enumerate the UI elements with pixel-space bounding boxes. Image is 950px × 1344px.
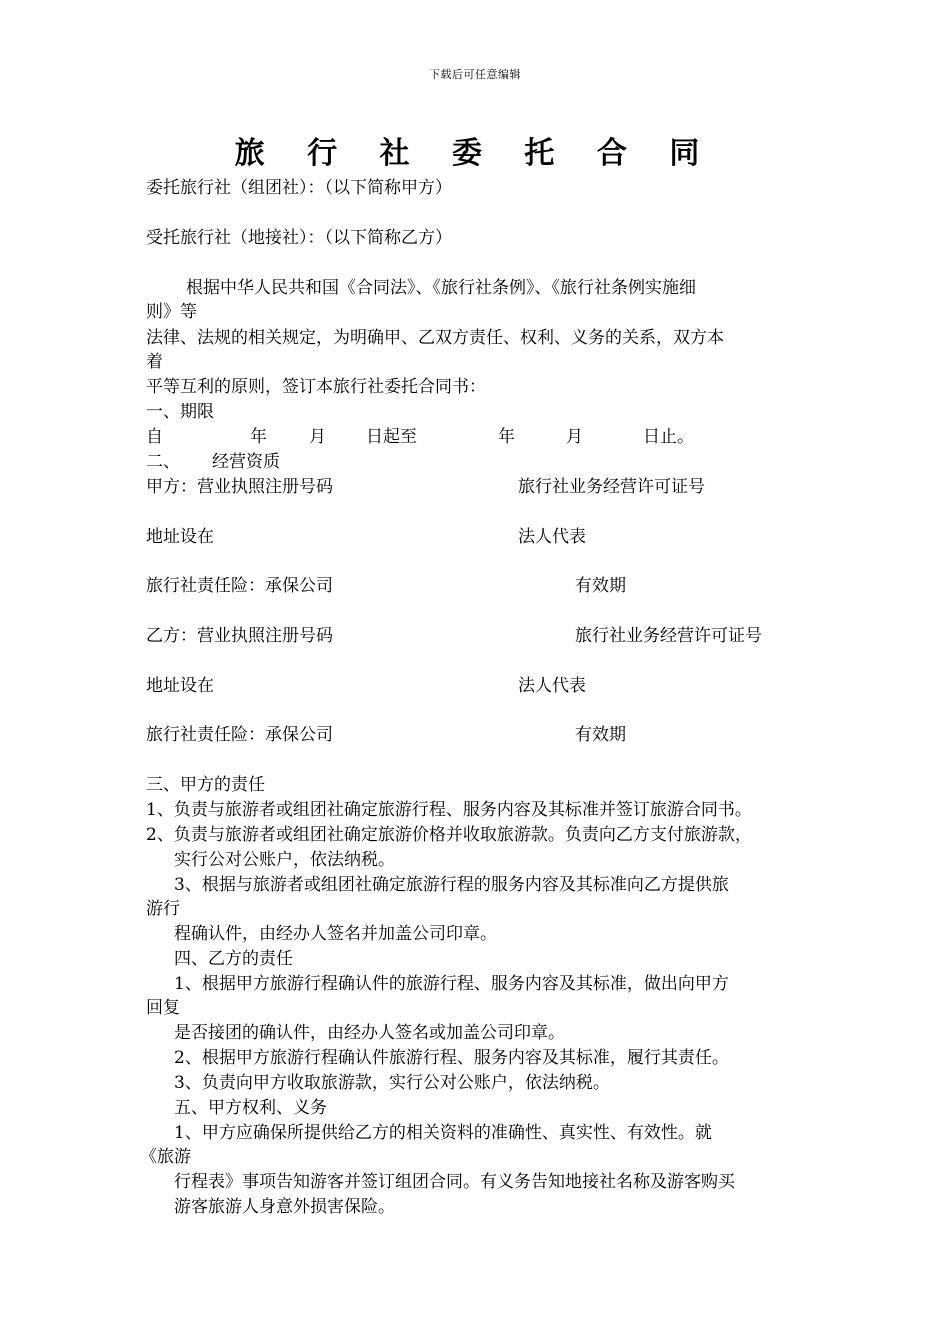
party-b-duty-item-1b: 回复 [146, 998, 180, 1018]
term-month-2: 月 [566, 427, 583, 447]
party-a-duty-item-2a: 2、负责与旅游者或组团社确定旅游价格并收取旅游款。负责向乙方支付旅游款， [146, 825, 752, 845]
party-a-duty-item-3b: 游行 [146, 899, 180, 919]
qualification-heading-num: 二、 [146, 452, 180, 472]
party-a-rights-item-1d: 游客旅游人身意外损害保险。 [174, 1197, 395, 1217]
party-a-duty-item-3a: 3、根据与旅游者或组团社确定旅游行程的服务内容及其标准向乙方提供旅 [174, 875, 729, 895]
page-header: 下载后可任意编辑 [429, 68, 521, 81]
party-b-duty-item-1a: 1、根据甲方旅游行程确认件的旅游行程、服务内容及其标准，做出向甲方 [174, 974, 729, 994]
intro-line-1: 根据中华人民共和国《合同法》、《旅行社条例》、《旅行社条例实施细 [186, 278, 696, 298]
party-b-duty-item-1c: 是否接团的确认件，由经办人签名或加盖公司印章。 [174, 1023, 565, 1043]
party-b-duty-item-3: 3、负责向甲方收取旅游款，实行公对公账户，依法纳税。 [174, 1073, 610, 1093]
party-a-duty-item-3c: 程确认件，由经办人签名并加盖公司印章。 [174, 924, 497, 944]
party-a-address: 地址设在 [146, 527, 214, 547]
intro-line-3: 法律、法规的相关规定，为明确甲、乙双方责任、权利、义务的关系，双方本 [146, 328, 724, 348]
party-a-license: 甲方：营业执照注册号码 [146, 477, 333, 497]
party-b-duty-item-2: 2、根据甲方旅游行程确认件旅游行程、服务内容及其标准，履行其责任。 [174, 1048, 729, 1068]
term-from: 自 [146, 427, 163, 447]
agent-party-line: 受托旅行社（地接社）：（以下简称乙方） [146, 228, 452, 248]
qualification-heading: 经营资质 [212, 452, 280, 472]
party-b-address: 地址设在 [146, 676, 214, 696]
party-b-insurance: 旅行社责任险：承保公司 [146, 725, 333, 745]
document-title: 旅 行 社 委 托 合 同 [234, 136, 716, 171]
party-a-rights-item-1a: 1、甲方应确保所提供给乙方的相关资料的准确性、真实性、有效性。就 [174, 1123, 712, 1143]
party-b-permit: 旅行社业务经营许可证号 [575, 626, 762, 646]
term-month-1: 月 [309, 427, 326, 447]
party-a-rights-heading: 五、甲方权利、义务 [174, 1098, 327, 1118]
party-a-insurance: 旅行社责任险：承保公司 [146, 576, 333, 596]
intro-line-4: 着 [146, 352, 163, 372]
party-a-valid: 有效期 [575, 576, 626, 596]
party-a-rights-item-1b: 《旅游 [140, 1147, 191, 1167]
party-a-permit: 旅行社业务经营许可证号 [518, 477, 705, 497]
term-day-to: 日止。 [643, 427, 694, 447]
party-a-duty-heading: 三、甲方的责任 [146, 775, 265, 795]
party-b-legal-rep: 法人代表 [518, 676, 586, 696]
term-heading: 一、期限 [146, 402, 214, 422]
party-a-duty-item-2b: 实行公对公账户，依法纳税。 [174, 850, 395, 870]
intro-line-5: 平等互利的原则，签订本旅行社委托合同书： [146, 377, 486, 397]
party-b-license: 乙方：营业执照注册号码 [146, 626, 333, 646]
party-a-legal-rep: 法人代表 [518, 527, 586, 547]
intro-line-2: 则》等 [146, 302, 197, 322]
party-a-rights-item-1c: 行程表》事项告知游客并签订组团合同。有义务告知地接社名称及游客购买 [174, 1172, 735, 1192]
party-b-valid: 有效期 [575, 725, 626, 745]
party-a-duty-item-1: 1、负责与旅游者或组团社确定旅游行程、服务内容及其标准并签订旅游合同书。 [146, 800, 752, 820]
term-day-from: 日起至 [366, 427, 417, 447]
client-party-line: 委托旅行社（组团社）：（以下简称甲方） [146, 178, 452, 198]
term-year-1: 年 [250, 427, 267, 447]
party-b-duty-heading: 四、乙方的责任 [174, 949, 293, 969]
term-year-2: 年 [498, 427, 515, 447]
